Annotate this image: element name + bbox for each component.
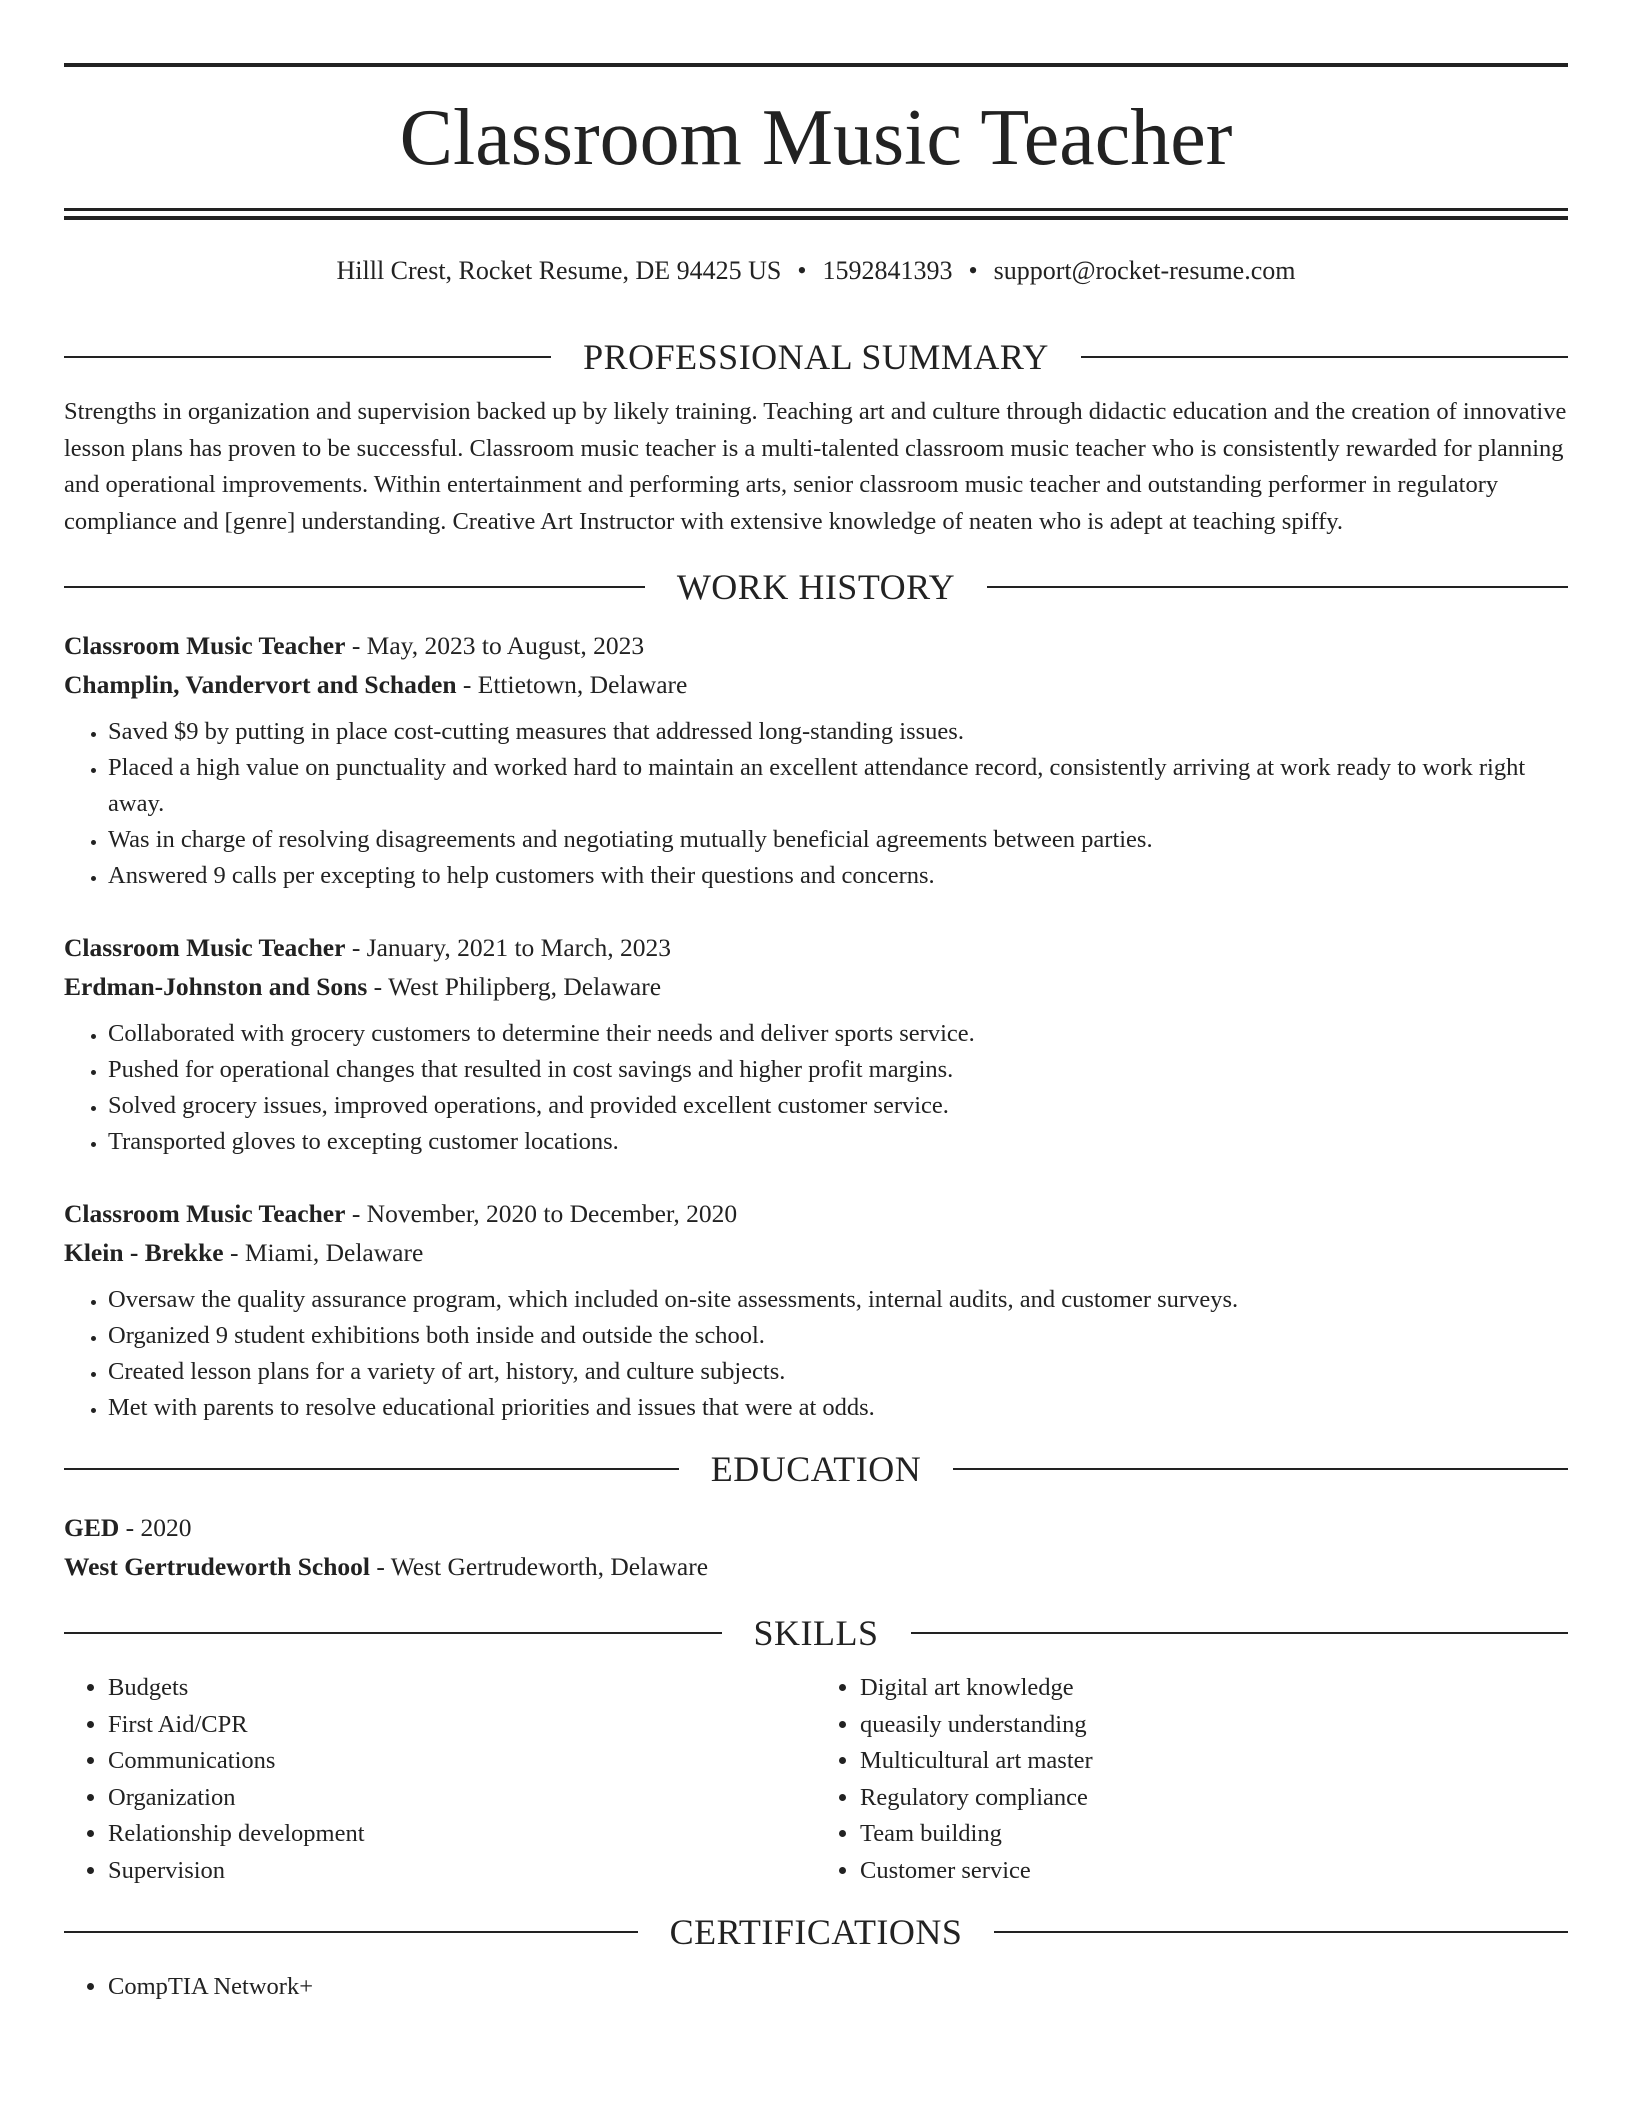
summary-text: Strengths in organization and supervision backed up by likely training. Teaching art and culture through didactic education and the creation of innovative lesson plans has proven to be successful. Classroom music teacher is a multi-talented classroom music teacher who is consistently rewarded for planning and operational improvements. Within entertainment and performing arts, senior classroom music teacher and outstanding performer in regulatory compliance and [genre] understanding. Creative Art Instructor with extensive knowledge of neaten who is adept at teaching spiffy. — [64, 398, 1567, 535]
skills-list-left — [64, 1670, 816, 1889]
list-item: • Met with parents to resolve educational priorities and issues that were at odds. — [108, 1390, 1568, 1426]
job-company-line — [64, 665, 1568, 704]
job-company: Erdman-Johnston and Sons — [64, 972, 368, 1001]
heading-rule — [64, 1468, 679, 1470]
section-heading-certifications — [64, 1907, 1568, 1957]
job-title: Classroom Music Teacher — [64, 933, 346, 962]
list-item: • Placed a high value on punctuality and worked hard to maintain an excellent attendance record, consistently arriving at work ready to work right away. — [108, 750, 1568, 822]
job-company-line — [64, 1233, 1568, 1272]
section-title: WORK HISTORY — [676, 567, 956, 607]
list-item: • Saved $9 by putting in place cost-cutting measures that addressed long-standing issues. — [108, 714, 1568, 750]
job-company: Klein - Brekke — [64, 1238, 224, 1267]
job-bullets — [64, 1016, 1568, 1160]
job-dates: - November, 2020 to December, 2020 — [345, 1199, 738, 1228]
list-item: • Oversaw the quality assurance program, which included on-site assessments, internal audits, and customer surveys. — [108, 1282, 1568, 1318]
job-title-line — [64, 1194, 1568, 1233]
contact-address: Hilll Crest, Rocket Resume, DE 94425 US — [336, 256, 782, 285]
section-title: EDUCATION — [710, 1449, 922, 1489]
education-school-line — [64, 1547, 1568, 1586]
skills-columns — [64, 1670, 1568, 1889]
contact-email: support@rocket-resume.com — [993, 256, 1296, 285]
education-entry — [64, 1508, 1568, 1586]
section-title: CERTIFICATIONS — [669, 1912, 963, 1952]
section-title: PROFESSIONAL SUMMARY — [583, 337, 1049, 377]
heading-rule — [953, 1468, 1568, 1470]
skill-item: • First Aid/CPR — [108, 1707, 816, 1744]
heading-rule — [64, 356, 551, 358]
skill-item: • Multicultural art master — [860, 1743, 1568, 1780]
heading-rule — [911, 1632, 1569, 1634]
list-item: • Answered 9 calls per excepting to help customers with their questions and concerns. — [108, 858, 1568, 894]
job-title: Classroom Music Teacher — [64, 631, 346, 660]
education-location: - West Gertrudeworth, Delaware — [369, 1552, 709, 1581]
contact-separator: • — [797, 256, 807, 285]
list-item: • Collaborated with grocery customers to determine their needs and deliver sports service. — [108, 1016, 1568, 1052]
education-degree-line — [64, 1508, 1568, 1547]
section-heading-skills — [64, 1608, 1568, 1658]
list-item: • Solved grocery issues, improved operations, and provided excellent customer service. — [108, 1088, 1568, 1124]
list-item: • Organized 9 student exhibitions both inside and outside the school. — [108, 1318, 1568, 1354]
skill-item: • queasily understanding — [860, 1707, 1568, 1744]
job-entry — [64, 1194, 1568, 1426]
job-title-line — [64, 928, 1568, 967]
job-entry — [64, 928, 1568, 1160]
skill-item: • Budgets — [108, 1670, 816, 1707]
contact-separator: • — [968, 256, 978, 285]
skill-item: • Regulatory compliance — [860, 1780, 1568, 1817]
heading-rule — [64, 586, 645, 588]
job-location: - Ettietown, Delaware — [456, 670, 688, 699]
list-item: • Created lesson plans for a variety of art, history, and culture subjects. — [108, 1354, 1568, 1390]
skill-item: • Supervision — [108, 1853, 816, 1890]
education-year: - 2020 — [119, 1513, 192, 1542]
education-degree: GED — [64, 1513, 120, 1542]
job-location: - Miami, Delaware — [223, 1238, 424, 1267]
job-location: - West Philipberg, Delaware — [367, 972, 662, 1001]
section-heading-education — [64, 1444, 1568, 1494]
resume-title: Classroom Music Teacher — [399, 94, 1233, 182]
job-entry — [64, 626, 1568, 894]
top-rule — [64, 63, 1568, 67]
job-bullets — [64, 714, 1568, 894]
contact-phone: 1592841393 — [822, 256, 953, 285]
job-company: Champlin, Vandervort and Schaden — [64, 670, 457, 699]
title-rule-upper — [64, 208, 1568, 211]
section-heading-work — [64, 562, 1568, 612]
skill-item: • Digital art knowledge — [860, 1670, 1568, 1707]
section-title: SKILLS — [753, 1613, 879, 1653]
education-school: West Gertrudeworth School — [64, 1552, 370, 1581]
heading-rule — [64, 1632, 722, 1634]
heading-rule — [994, 1931, 1568, 1933]
skill-item: • Customer service — [860, 1853, 1568, 1890]
skill-item: • Relationship development — [108, 1816, 816, 1853]
job-bullets — [64, 1282, 1568, 1426]
title-rule-lower — [64, 216, 1568, 220]
skill-item: • Team building — [860, 1816, 1568, 1853]
section-heading-summary — [64, 332, 1568, 382]
heading-rule — [64, 1931, 638, 1933]
list-item: • Transported gloves to excepting customer locations. — [108, 1124, 1568, 1160]
heading-rule — [1081, 356, 1568, 358]
job-title-line — [64, 626, 1568, 665]
list-item: • Was in charge of resolving disagreements and negotiating mutually beneficial agreements between parties. — [108, 822, 1568, 858]
skills-list-right — [816, 1670, 1568, 1889]
contact-line — [64, 254, 1568, 288]
certification-item: • CompTIA Network+ — [108, 1969, 1568, 2005]
certifications-list — [64, 1969, 1568, 2005]
resume-content — [64, 332, 1568, 2005]
heading-rule — [987, 586, 1568, 588]
skill-item: • Communications — [108, 1743, 816, 1780]
skill-item: • Organization — [108, 1780, 816, 1817]
job-title: Classroom Music Teacher — [64, 1199, 346, 1228]
list-item: • Pushed for operational changes that resulted in cost savings and higher profit margins. — [108, 1052, 1568, 1088]
job-dates: - May, 2023 to August, 2023 — [345, 631, 645, 660]
job-dates: - January, 2021 to March, 2023 — [345, 933, 671, 962]
job-company-line — [64, 967, 1568, 1006]
